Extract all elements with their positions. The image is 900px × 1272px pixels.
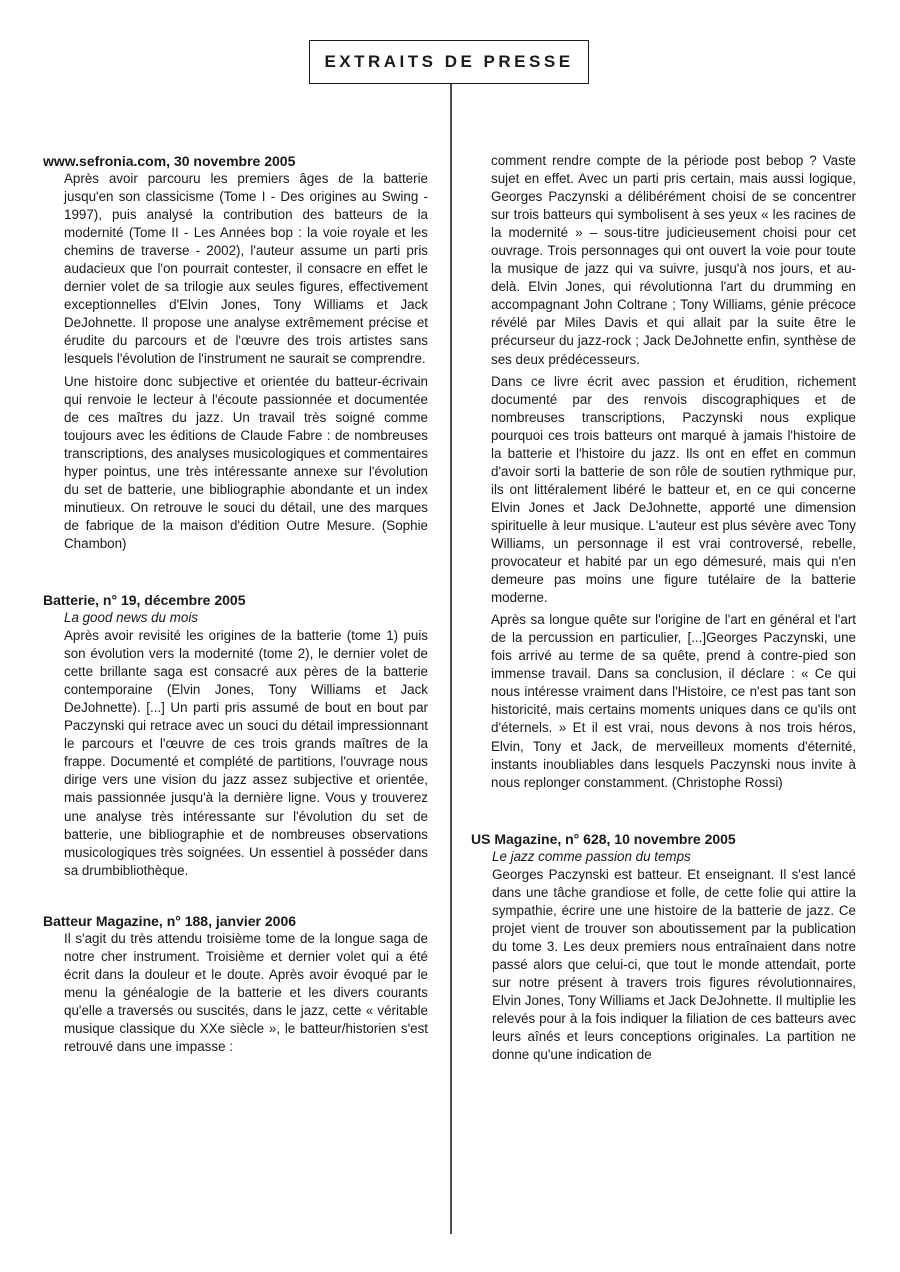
article-batteur-magazine-continued [471,152,856,792]
article-batterie [43,591,428,880]
article-batteur-magazine [43,912,428,1056]
article-paragraph: Georges Paczynski est batteur. Et enseignant. Il s'est lancé dans une tâche grandiose et folle, de cette folie qui attire la sympathie, écrire une une histoire de la batterie de jazz. Ce projet vient de trouver son aboutissement par la publication du tome 3. Les deux premiers nous entraînaient dans notre passé alors que celui-ci, que tout le monde attendait, porte sur notre présent à travers trois figures révolutionnaires, Elvin Jones, Tony Williams et Jack DeJohnette. Il multiplie les relevés pour à la fois indiquer la filiation de ces batteurs avec leurs aînés et leurs conceptions originales. La partition ne donne qu'une indication de [492,866,856,1063]
article-us-magazine [471,830,856,1065]
article-subtitle: La good news du mois [64,609,198,625]
article-subtitle: Le jazz comme passion du temps [492,848,691,864]
article-body [64,627,428,880]
article-paragraph: Après avoir parcouru les premiers âges de la batterie jusqu'en son classicisme (Tome I - Des origines au Swing - 1997), puis analysé la contribution des batteurs de la modernité (Tome II - Les Années bop : la voie royale et les chemins de traverse - 2002), l'auteur assume un parti pris audacieux que l'on pourrait contester, il consacre en effet le dernier volet de sa trilogie aux seules figures, effectivement exceptionnelles d'Elvin Jones, Tony Williams et Jack DeJohnette. Il propose une analyse extrêmement précise et érudite du parcours et de l'œuvre des trois artistes sans lesquels l'évolution de l'instrument ne saurait se comprendre. [64,171,428,367]
page-title: EXTRAITS DE PRESSE [309,40,589,84]
left-column [43,152,428,1060]
article-paragraph: comment rendre compte de la période post bebop ? Vaste sujet en effet. Avec un parti pris certain, mais aussi logique, Georges Paczynski a délibérément choisi de se concentrer sur trois batteurs qui symbolisent à ses yeux « les racines de la modernité » – sous-titre judicieusement choisi pour cet ouvrage. Trois personnages qui ont ouvert la voie pour toute la musique de jazz qui va suivre, jusqu'à nos jours, et au-delà. Elvin Jones, qui révolutionna l'art du drumming en accompagnant John Coltrane ; Tony Williams, génie précoce révélé par Miles Davis et qui allait par la suite être le précurseur du jazz-rock ; Jack DeJohnette enfin, synthèse de ses deux prédécesseurs. [491,153,856,367]
article-body [491,152,856,792]
article-paragraph: Il s'agit du très attendu troisième tome de la longue saga de notre cher instrument. Troisième et dernier volet qui a été écrit dans la douleur et le doute. Après avoir évoqué par le menu la généalogie de la batterie et les divers courants qu'elle a traversés ou suscités, dans le jazz, cette « véritable musique classique du XXe siècle », le batteur/historien s'est retrouvé dans une impasse : [64,930,428,1054]
article-source: US Magazine, n° 628, 10 novembre 2005 [471,830,736,847]
article-paragraph: Après avoir revisité les origines de la batterie (tome 1) puis son évolution vers la modernité (tome 2), le dernier volet de cette brillante saga est consacré aux pères de la batterie contemporaine (Elvin Jones, Tony Williams et Jack DeJohnette). [...] Un parti pris assumé de bout en bout par Paczynski qui retrace avec un souci du détail impressionnant le parcours et l'œuvre de ces trois grands maîtres de la frappe. Documenté et complété de partitions, l'ouvrage nous dirige vers une vision du jazz assez subjective et orientée, mais passionnée jusqu'à la dernière ligne. Vous y trouverez une analyse très intéressante sur l'évolution du set de batterie, une bibliographie et de nombreuses observations musicologiques très soignées. Un essentiel à posséder dans sa drumbibliothèque. [64,628,428,878]
article-paragraph: Une histoire donc subjective et orientée du batteur-écrivain qui renvoie le lecteur à l'écoute passionnée et documentée de ces maîtres du jazz. Un travail très soigné comme toujours avec les éditions de Claude Fabre : de nombreuses transcriptions, des analyses musicologiques et commentaires hyper pointus, une très intéressante annexe sur l'évolution du set de batterie, une bibliographie abondante et un index minutieux. On retrouve le souci du détail, une des marques de fabrique de la maison d'édition Outre Mesure. (Sophie Chambon) [64,373,428,551]
article-body [492,866,856,1065]
article-source: www.sefronia.com, 30 novembre 2005 [43,153,296,169]
article-source: Batteur Magazine, n° 188, janvier 2006 [43,912,297,929]
article-source: Batterie, n° 19, décembre 2005 [43,591,246,608]
article-paragraph: Dans ce livre écrit avec passion et érudition, richement documenté par des renvois discographiques et de nombreuses transcriptions, Paczynski nous explique pourquoi ces trois batteurs ont marqué à jamais l'histoire de la batterie et l'histoire du jazz. Ils ont en effet en commun d'avoir sorti la batterie de son rôle de soutien rythmique pur, ils ont littéralement libéré le batteur et, en ce qui concerne Elvin Jones et Jack DeJohnette, apporté une dimension spirituelle à leur musique. L'auteur est plus sévère avec Tony Williams, un personnage il est vrai controversé, rebelle, provocateur et habité par un ego démesuré, mais qui n'en demeure pas moins une figure tutélaire de la batterie moderne. [491,373,856,606]
right-column [471,152,856,1068]
article-sefronia [43,152,428,553]
article-paragraph: Après sa longue quête sur l'origine de l'art en général et l'art de la percussion en particulier, [...]Georges Paczynski, une fois arrivé au terme de sa quête, prend à contre-pied son immense travail. Dans sa conclusion, il déclare : « Ce qui nous intéresse vraiment dans l'Histoire, ce n'est pas tant son historicité, mais certains moments uniques dans ce qu'ils ont d'éternels. » Et il est vrai, nous devons à nos trois héros, Elvin, Tony et Jack, de merveilleux moments d'éternité, instants inoubliables dans lesquels Paczynski nous invite à nous replonger constamment. (Christophe Rossi) [491,612,856,790]
article-body [64,930,428,1056]
column-divider [450,84,452,1234]
article-body [64,170,428,553]
